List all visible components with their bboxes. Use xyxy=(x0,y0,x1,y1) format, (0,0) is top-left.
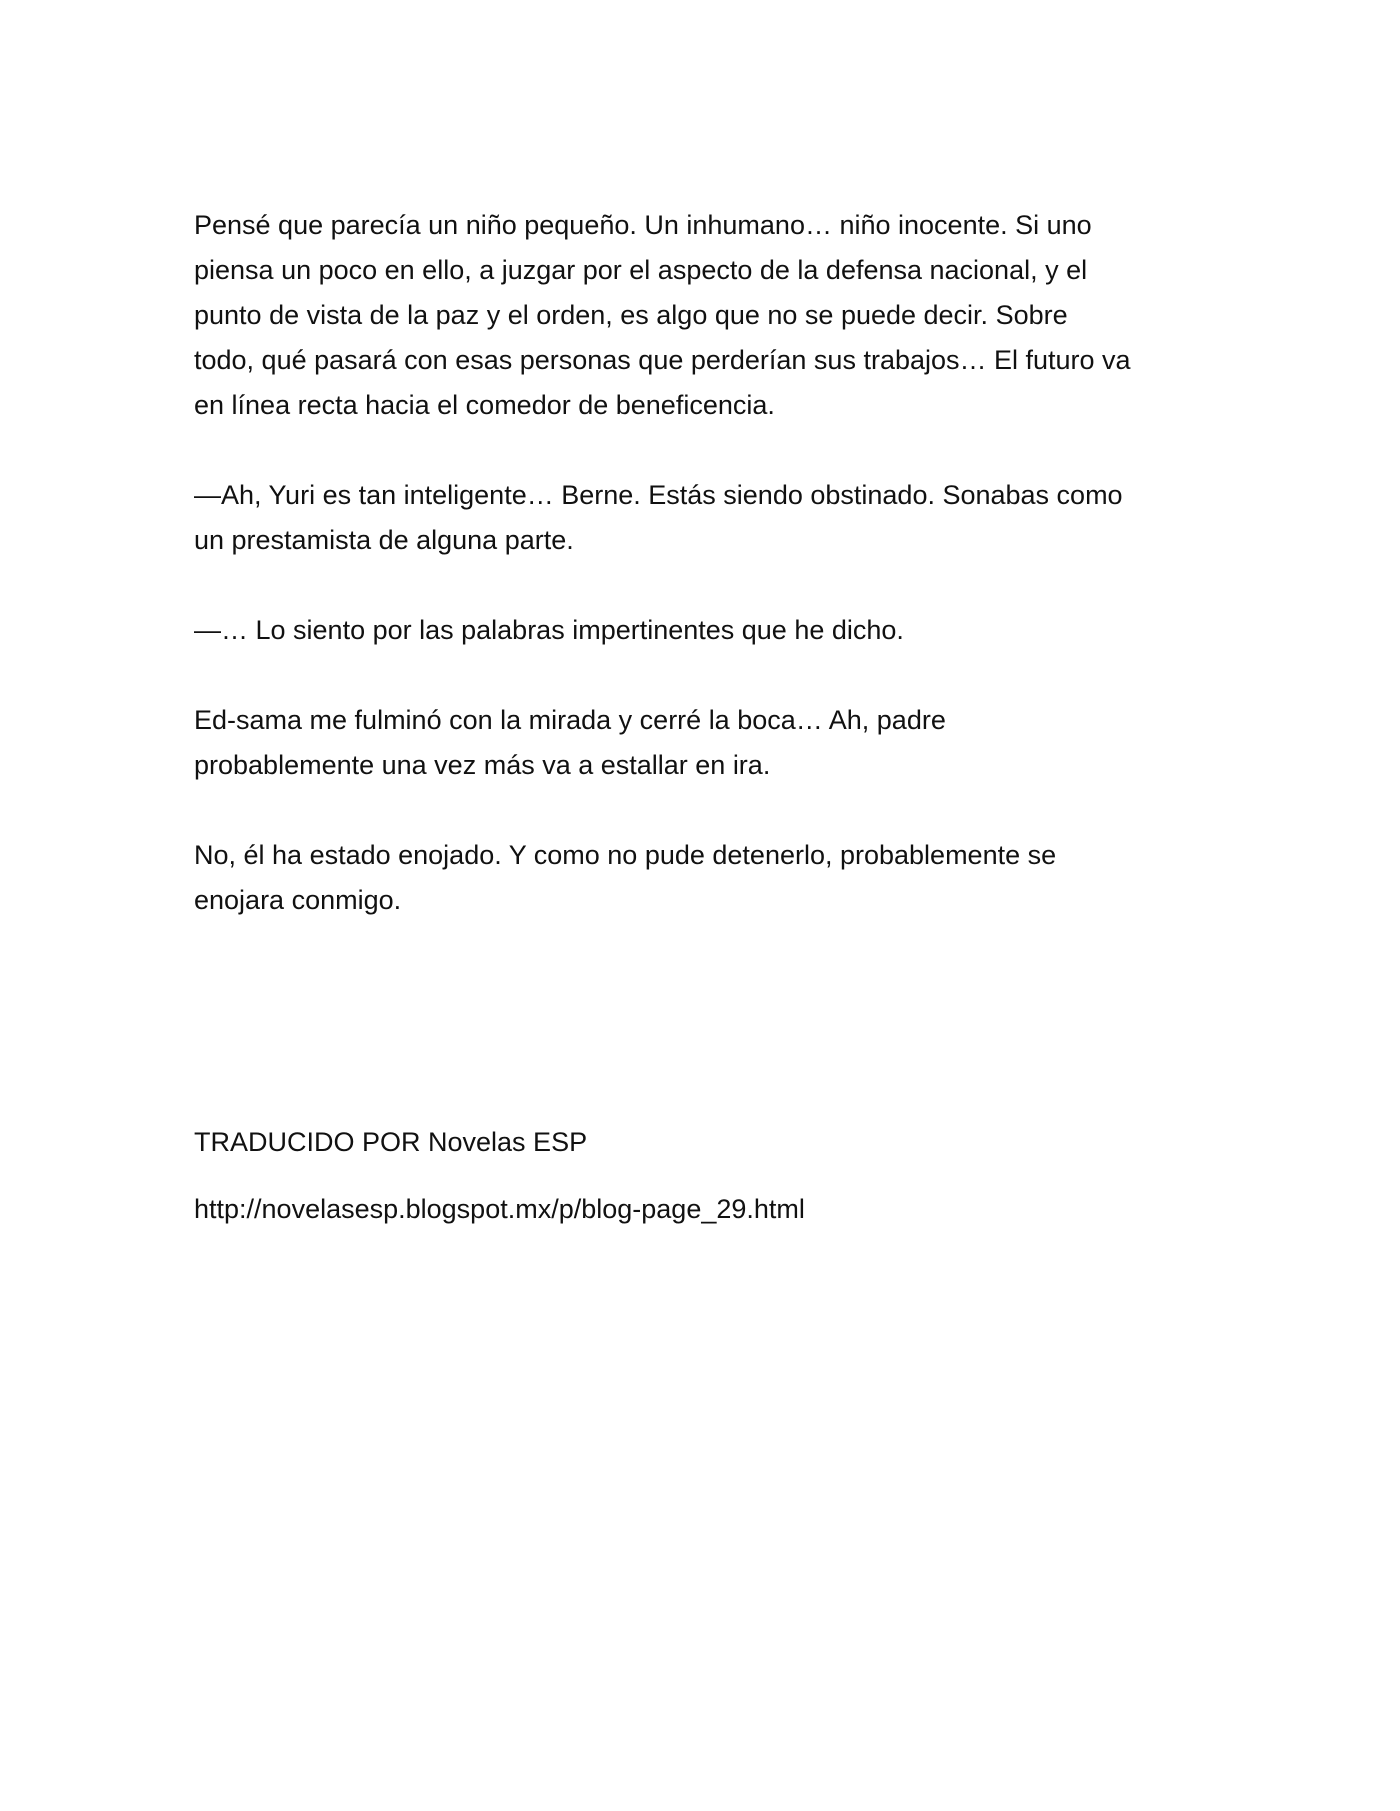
translation-credit xyxy=(194,1120,1204,1254)
paragraph-4: Ed-sama me fulminó con la mirada y cerré la boca… Ah, padre probablemente una vez más va a estallar en ira. xyxy=(194,705,946,780)
source-url: http://novelasesp.blogspot.mx/p/blog-page_29.html xyxy=(194,1194,805,1224)
paragraph-1: Pensé que parecía un niño pequeño. Un inhumano… niño inocente. Si uno piensa un poco en ello, a juzgar por el aspecto de la defensa nacional, y el punto de vista de la paz y el orden, es algo que no se puede decir. Sobre todo, qué pasará con esas personas que perderían sus trabajos… El futuro va en línea recta hacia el comedor de beneficencia. xyxy=(194,210,1131,420)
paragraph-5: No, él ha estado enojado. Y como no pude detenerlo, probablemente se enojara conmigo. xyxy=(194,840,1057,915)
document-body xyxy=(194,203,1204,968)
paragraph-2: —Ah, Yuri es tan inteligente… Berne. Estás siendo obstinado. Sonabas como un prestamista de alguna parte. xyxy=(194,480,1123,555)
credit-text: TRADUCIDO POR Novelas ESP xyxy=(194,1127,588,1157)
paragraph-3: —… Lo siento por las palabras impertinentes que he dicho. xyxy=(194,615,904,645)
